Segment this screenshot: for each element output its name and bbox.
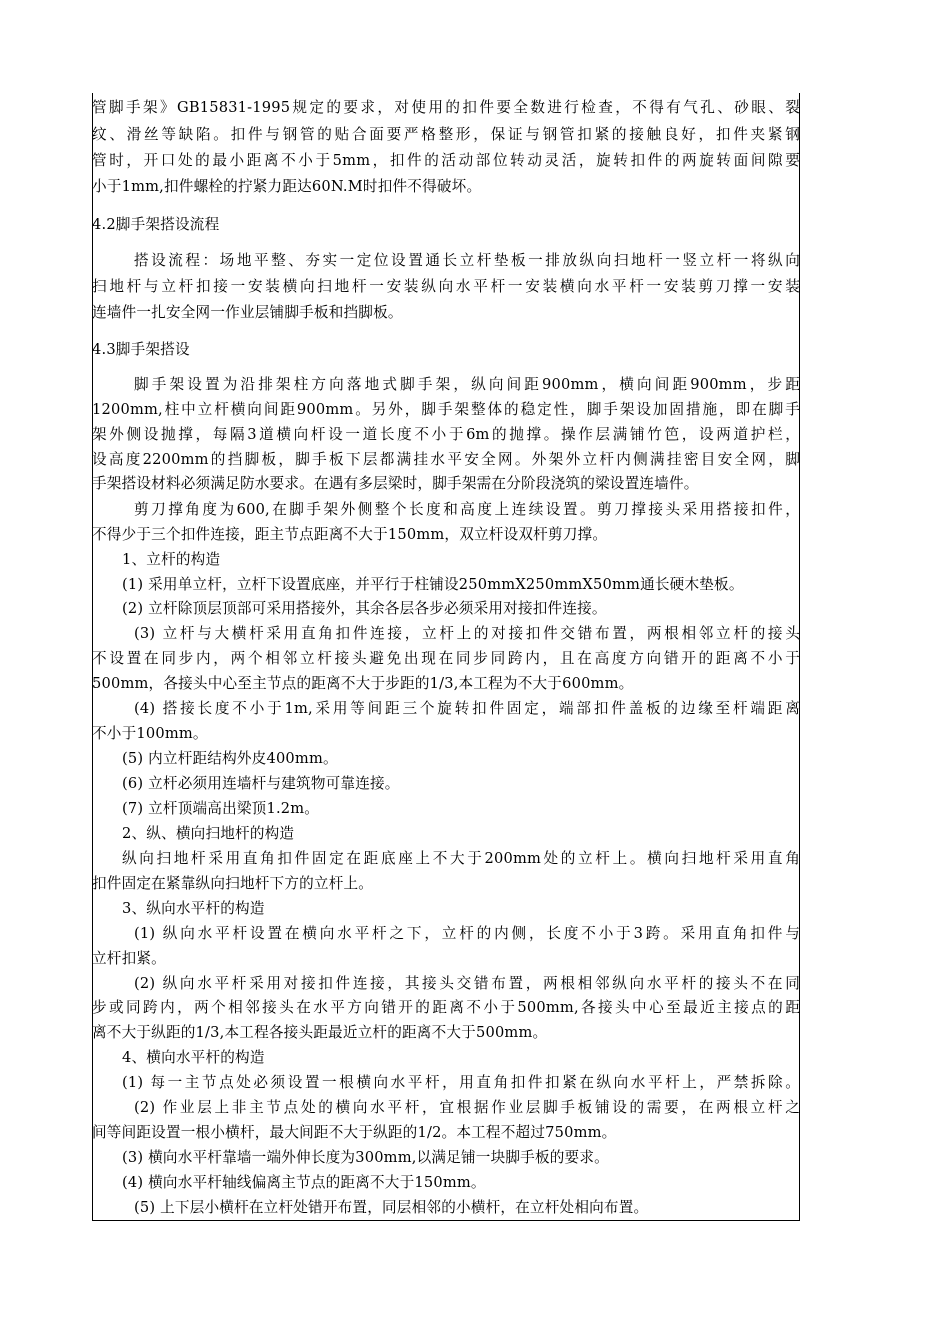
- list-item: (4) 搭接长度不小于1m,采用等间距三个旋转扣件固定，端部扣件盖板的边缘至杆端距离: [134, 700, 800, 717]
- list-item: (3) 立杆与大横杆采用直角扣件连接，立杆上的对接扣件交错布置，两根相邻立杆的接头: [134, 625, 800, 642]
- list-item: (2) 作业层上非主节点处的横向水平杆，宜根据作业层脚手板铺设的需要，在两根立杆之: [134, 1099, 800, 1116]
- body-line: 连墙件一扎安全网一作业层铺脚手板和挡脚板。: [92, 304, 403, 321]
- list-item: (1) 采用单立杆，立杆下设置底座，并平行于柱铺设250mmX250mmX50mm通长硬木垫板。: [122, 576, 744, 593]
- body-line: 不得少于三个扣件连接，距主节点距离不大于150mm，双立杆设双杆剪刀撑。: [92, 526, 608, 543]
- list-item: (2) 纵向水平杆采用对接扣件连接，其接头交错布置，两根相邻纵向水平杆的接头不在同: [134, 975, 800, 992]
- list-item: (1) 纵向水平杆设置在横向水平杆之下，立杆的内侧，长度不小于3跨。采用直角扣件与: [134, 925, 800, 942]
- body-line: 架外侧设抛撑，每隔3道横向杆设一道长度不小于6m的抛撑。操作层满铺竹笆，设两道护栏，: [92, 426, 800, 443]
- body-line: 不设置在同步内，两个相邻立杆接头避免出现在同步同跨内，且在高度方向错开的距离不小于: [92, 650, 800, 667]
- body-line: 剪刀撑角度为600,在脚手架外侧整个长度和高度上连续设置。剪刀撑接头采用搭接扣件，: [134, 501, 800, 518]
- body-line: 纵向扫地杆采用直角扣件固定在距底座上不大于200mm处的立杆上。横向扫地杆采用直角: [122, 850, 800, 867]
- list-item: (6) 立杆必须用连墙杆与建筑物可靠连接。: [122, 775, 400, 792]
- list-item: (2) 立杆除顶层顶部可采用搭接外，其余各层各步必须采用对接扣件连接。: [122, 600, 607, 617]
- body-line: 间等间距设置一根小横杆，最大间距不大于纵距的1/2。本工程不超过750mm。: [92, 1124, 617, 1141]
- body-line: 不小于100mm。: [92, 725, 208, 742]
- section-heading: 4.2脚手架搭设流程: [92, 216, 220, 233]
- subsection-heading: 3、纵向水平杆的构造: [122, 900, 265, 917]
- body-line: 扫地杆与立杆扣接一安装横向扫地杆一安装纵向水平杆一安装横向水平杆一安装剪刀撑一安装: [92, 278, 800, 295]
- list-item: (7) 立杆顶端高出梁顶1.2m。: [122, 800, 320, 817]
- body-line: 设高度2200mm的挡脚板，脚手板下层都满挂水平安全网。外架外立杆内侧满挂密目安全网，脚: [92, 451, 800, 468]
- body-line: 步或同跨内，两个相邻接头在水平方向错开的距离不小于500mm,各接头中心至最近主接点的距: [92, 999, 800, 1016]
- body-line: 搭设流程：场地平整、夯实一定位设置通长立杆垫板一排放纵向扫地杆一竖立杆一将纵向: [134, 252, 800, 269]
- subsection-heading: 2、纵、横向扫地杆的构造: [122, 825, 295, 842]
- body-line: 小于1mm,扣件螺栓的拧紧力距达60N.M时扣件不得破坏。: [92, 178, 482, 195]
- body-line: 管时，开口处的最小距离不小于5mm，扣件的活动部位转动灵活，旋转扣件的两旋转面间隙要: [92, 152, 800, 169]
- list-item: (1) 每一主节点处必须设置一根横向水平杆，用直角扣件扣紧在纵向水平杆上，严禁拆除。: [122, 1074, 800, 1091]
- subsection-heading: 1、立杆的构造: [122, 551, 221, 568]
- list-item: (5) 内立杆距结构外皮400mm。: [122, 750, 338, 767]
- list-item: (4) 横向水平杆轴线偏离主节点的距离不大于150mm。: [122, 1174, 486, 1191]
- body-line: 1200mm,柱中立杆横向间距900mm。另外，脚手架整体的稳定性，脚手架设加固措施，即在脚手: [92, 401, 800, 418]
- subsection-heading: 4、横向水平杆的构造: [122, 1049, 265, 1066]
- body-line: 脚手架设置为沿排架柱方向落地式脚手架，纵向间距900mm，横向间距900mm，步距: [134, 376, 800, 393]
- body-line: 手架搭设材料必须满足防水要求。在遇有多层梁时，脚手架需在分阶段浇筑的梁设置连墙件。: [92, 475, 699, 492]
- body-line: 离不大于纵距的1/3,本工程各接头距最近立杆的距离不大于500mm。: [92, 1024, 548, 1041]
- body-line: 纹、滑丝等缺陷。扣件与钢管的贴合面要严格整形，保证与钢管扣紧的接触良好，扣件夹紧钢: [92, 126, 800, 143]
- section-heading: 4.3脚手架搭设: [92, 341, 190, 358]
- body-line: 扣件固定在紧靠纵向扫地杆下方的立杆上。: [92, 875, 374, 892]
- list-item: (5) 上下层小横杆在立杆处错开布置，同层相邻的小横杆，在立杆处相向布置。: [134, 1199, 649, 1216]
- body-line: 立杆扣紧。: [92, 950, 166, 967]
- list-item: (3) 横向水平杆靠墙一端外伸长度为300mm,以满足铺一块脚手板的要求。: [122, 1149, 609, 1166]
- body-line: 管脚手架》GB15831-1995规定的要求，对使用的扣件要全数进行检查，不得有气孔、砂眼、裂: [92, 99, 800, 116]
- body-line: 500mm，各接头中心至主节点的距离不大于步距的1/3,本工程为不大于600mm。: [92, 675, 634, 692]
